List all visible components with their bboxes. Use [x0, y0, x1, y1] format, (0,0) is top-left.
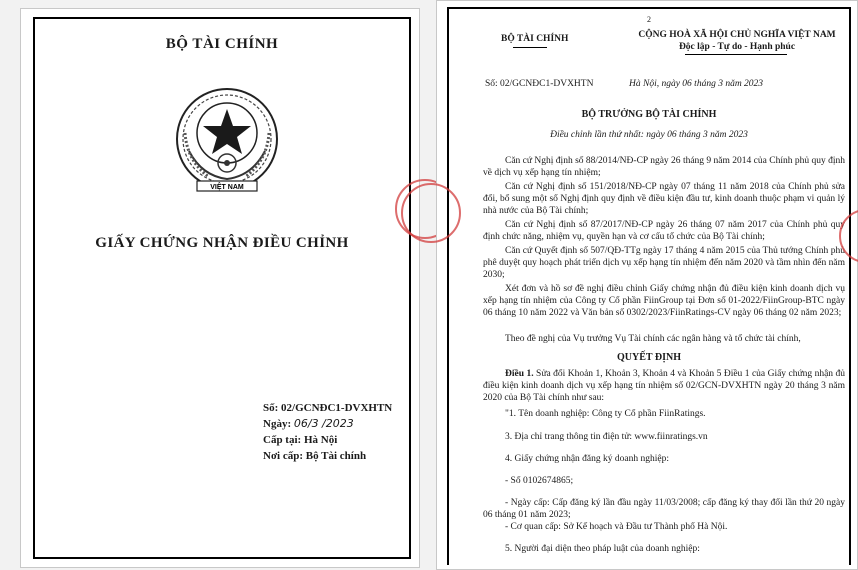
- meta-number-label: Số:: [263, 402, 279, 414]
- emblem-ribbon-text: VIỆT NAM: [210, 184, 244, 191]
- nation-title: CỘNG HOÀ XÃ HỘI CHỦ NGHĨA VIỆT NAM: [638, 30, 836, 40]
- legal-basis-4: Căn cứ Quyết định số 507/QĐ-TTg ngày 17 tháng 4 năm 2015 của Thủ tướng Chính phủ phê duyệt quy hoạch phát triển dịch vụ xếp hạng tín nhiệm đến năm 2020 và tầm nhìn đến năm 2030;: [483, 246, 845, 280]
- item-1: "1. Tên doanh nghiệp: Công ty Cổ phần FiinRatings.: [505, 409, 706, 419]
- article-1-text: Sửa đổi Khoản 1, Khoản 3, Khoản 4 và Khoản 5 Điều 1 của Giấy chứng nhận đủ điều kiện kinh doanh dịch vụ xếp hạng tín nhiệm số 02/GCN-DVXHTN ngày 20 tháng 3 năm 2020 của Bộ Tài chính như sau:: [483, 369, 845, 403]
- national-emblem-icon: [167, 81, 287, 206]
- item-5: 5. Người đại diện theo pháp luật của doanh nghiệp:: [505, 544, 700, 554]
- adjustment-note: Điều chỉnh lần thứ nhất: ngày 06 tháng 3 năm 2023: [550, 130, 748, 140]
- cover-border: [33, 17, 411, 559]
- certificate-meta: [263, 400, 392, 464]
- certificate-title: GIẤY CHỨNG NHẬN ĐIỀU CHỈNH: [95, 235, 349, 251]
- meta-date-value: 06/3 /2023: [293, 417, 354, 430]
- meta-issuer: [263, 448, 392, 464]
- decision-border: [447, 7, 851, 565]
- place-date: Hà Nội, ngày 06 tháng 3 năm 2023: [629, 79, 764, 89]
- registration-agency: - Cơ quan cấp: Sở Kế hoạch và Đầu tư Thành phố Hà Nội.: [505, 522, 728, 532]
- meta-date-label: Ngày:: [263, 418, 292, 430]
- page-number: 2: [647, 15, 651, 24]
- meta-number: [263, 400, 392, 416]
- meta-issuer-label: Nơi cấp:: [263, 450, 304, 462]
- legal-basis-2: Căn cứ Nghị định số 151/2018/NĐ-CP ngày 07 tháng 11 năm 2018 của Chính phủ sửa đổi, bổ sung một số Nghị định quy định về điều kiện đầu tư, kinh doanh thuộc phạm vi quản lý nhà nước của Bộ Tài chính;: [483, 182, 845, 216]
- legal-basis-5: Xét đơn và hồ sơ đề nghị điều chỉnh Giấy chứng nhận đủ điều kiện kinh doanh dịch vụ xếp hạng tín nhiệm của Công ty Cổ phần FiinGroup tại Đơn số 01-2022/FiinGroup-BTC ngày 06 tháng 10 năm 2022 và Văn bản số 0302/2023/FiinRatings-CV ngày 06 tháng 02 năm 2023;: [483, 284, 845, 318]
- meta-number-value: 02/GCNĐC1-DVXHTN: [281, 402, 393, 414]
- legal-basis-6: Theo đề nghị của Vụ trưởng Vụ Tài chính các ngân hàng và tổ chức tài chính,: [505, 334, 801, 344]
- registration-number: - Số 0102674865;: [505, 476, 574, 486]
- red-seal-stamp-left-edge: [401, 183, 461, 243]
- meta-issued-at-label: Cấp tại:: [263, 434, 302, 446]
- meta-date: [263, 416, 392, 432]
- registration-date: - Ngày cấp: Cấp đăng ký lần đầu ngày 11/03/2008; cấp đăng ký thay đổi lần thứ 20 ngày 06 tháng 01 năm 2023;: [483, 498, 845, 520]
- meta-issued-at: [263, 432, 392, 448]
- item-3: 3. Địa chỉ trang thông tin điện tử: www.fiinratings.vn: [505, 432, 708, 442]
- meta-issuer-value: Bộ Tài chính: [305, 450, 367, 462]
- issuing-authority: BỘ TRƯỞNG BỘ TÀI CHÍNH: [581, 109, 717, 120]
- item-4: 4. Giấy chứng nhận đăng ký doanh nghiệp:: [505, 454, 669, 464]
- article-1: [483, 368, 845, 404]
- certificate-cover-page: [20, 8, 420, 568]
- national-header: [629, 29, 845, 53]
- motto-underline: [685, 54, 787, 55]
- decision-page: [436, 0, 858, 570]
- motto: Độc lập - Tự do - Hạnh phúc: [678, 42, 796, 52]
- meta-issued-at-value: Hà Nội: [303, 434, 338, 446]
- document-number: Số: 02/GCNĐC1-DVXHTN: [485, 79, 594, 89]
- cover-ministry-title: BỘ TÀI CHÍNH: [165, 36, 279, 52]
- legal-basis-1: Căn cứ Nghị định số 88/2014/NĐ-CP ngày 26 tháng 9 năm 2014 của Chính phủ quy định về dịch vụ xếp hạng tín nhiệm;: [483, 156, 845, 178]
- legal-basis-3: Căn cứ Nghị định số 87/2017/NĐ-CP ngày 26 tháng 07 năm 2017 của Chính phủ quy định chức năng, nhiệm vụ, quyền hạn và cơ cấu tổ chức của Bộ Tài chính;: [483, 220, 845, 242]
- agency-underline: [513, 47, 547, 48]
- agency-header: BỘ TÀI CHÍNH: [501, 34, 569, 44]
- decision-heading: QUYẾT ĐỊNH: [617, 352, 681, 363]
- article-1-label: Điều 1.: [505, 369, 534, 379]
